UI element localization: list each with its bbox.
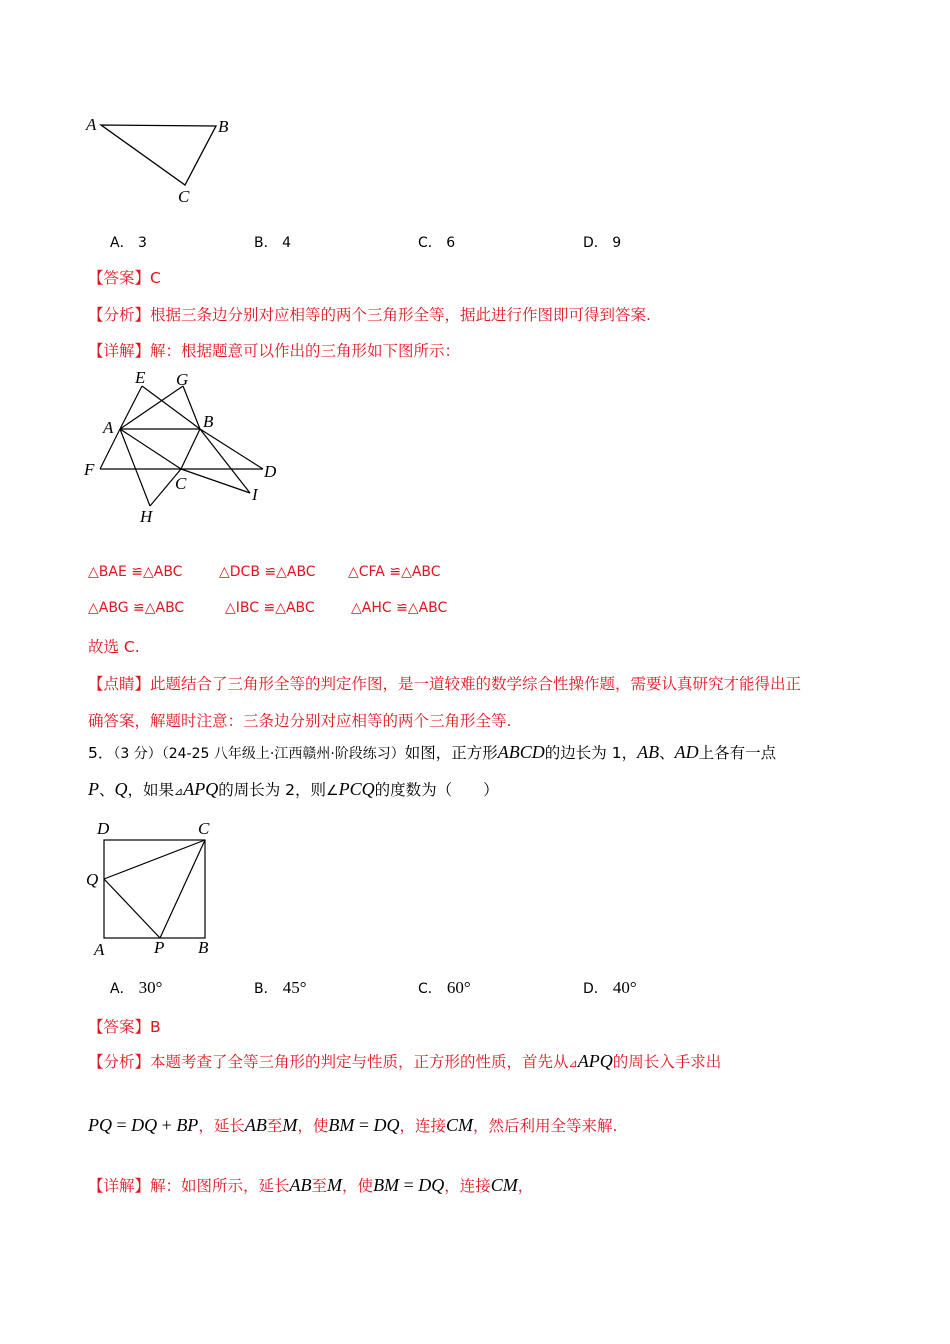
- triangle-abc-figure: [80, 108, 250, 208]
- q5-stem-line1: 5．（3 分）（24-25 八年级上·江西赣州·阶段练习）如图，正方形ABCD的边长为 1，AB、AD上各有一点: [88, 742, 777, 762]
- q4-option-d: D． 9: [583, 235, 622, 251]
- congruence-6: △AHC ≌△ABC: [351, 600, 448, 616]
- label-q3: Q: [86, 870, 99, 889]
- congruence-4: △ABG ≌△ABC: [88, 600, 185, 616]
- congruence-1: △BAE ≌△ABC: [88, 564, 183, 580]
- label-b3: B: [198, 938, 209, 957]
- congruence-3: △CFA ≌△ABC: [348, 564, 441, 580]
- congruence-2: △DCB ≌△ABC: [219, 564, 316, 580]
- label-c3: C: [198, 819, 210, 838]
- label-i: I: [252, 485, 258, 504]
- label-b2: B: [203, 412, 214, 431]
- q4-comment-line1: 【点睛】此题结合了三角形全等的判定作图，是一道较难的数学综合性操作题，需要认真研究才能得出正: [88, 675, 802, 693]
- q5-option-a: A． 30°: [110, 978, 163, 997]
- q4-answer: 【答案】C: [88, 269, 161, 287]
- congruence-5: △IBC ≌△ABC: [225, 600, 315, 616]
- q5-stem-line2: P、Q，如果⊿APQ的周长为 2，则∠PCQ的度数为（ ）: [88, 779, 499, 799]
- q5-analysis-line2: PQ = DQ + BP，延长AB至M，使BM = DQ，连接CM，然后利用全等来解.: [88, 1115, 618, 1135]
- label-b: B: [218, 117, 229, 136]
- label-p3: P: [154, 938, 165, 957]
- q4-option-b: B． 4: [254, 235, 291, 251]
- square-figure: [80, 815, 220, 965]
- q5-number: 5．: [88, 744, 114, 762]
- construction-figure: [80, 365, 290, 525]
- q5-analysis-line1: 【分析】本题考查了全等三角形的判定与性质，正方形的性质，首先从⊿APQ的周长入手求出: [88, 1051, 722, 1071]
- label-e: E: [135, 368, 146, 387]
- q4-option-a: A． 3: [110, 235, 147, 251]
- label-h: H: [140, 507, 153, 525]
- q4-choose: 故选 C.: [88, 638, 140, 656]
- q5-answer: 【答案】B: [88, 1018, 161, 1036]
- label-g: G: [176, 370, 189, 389]
- label-c: C: [178, 187, 190, 206]
- label-a: A: [86, 115, 97, 134]
- label-f: F: [84, 460, 95, 479]
- q5-option-d: D． 40°: [583, 978, 637, 997]
- q5-detail: 【详解】解：如图所示，延长AB至M，使BM = DQ，连接CM，: [88, 1175, 534, 1195]
- q4-comment-line2: 确答案，解题时注意：三条边分别对应相等的两个三角形全等.: [88, 712, 512, 730]
- q5-option-b: B． 45°: [254, 978, 307, 997]
- q4-analysis: 【分析】根据三条边分别对应相等的两个三角形全等，据此进行作图即可得到答案.: [88, 306, 651, 324]
- label-a2: A: [103, 418, 114, 437]
- label-d: D: [264, 462, 277, 481]
- label-d3: D: [97, 819, 110, 838]
- label-c2: C: [175, 474, 187, 493]
- triangle-abc: [101, 125, 216, 185]
- q5-option-c: C． 60°: [418, 978, 471, 997]
- label-a3: A: [94, 940, 105, 959]
- q4-option-c: C． 6: [418, 235, 456, 251]
- q4-detail: 【详解】解：根据题意可以作出的三角形如下图所示：: [88, 342, 461, 360]
